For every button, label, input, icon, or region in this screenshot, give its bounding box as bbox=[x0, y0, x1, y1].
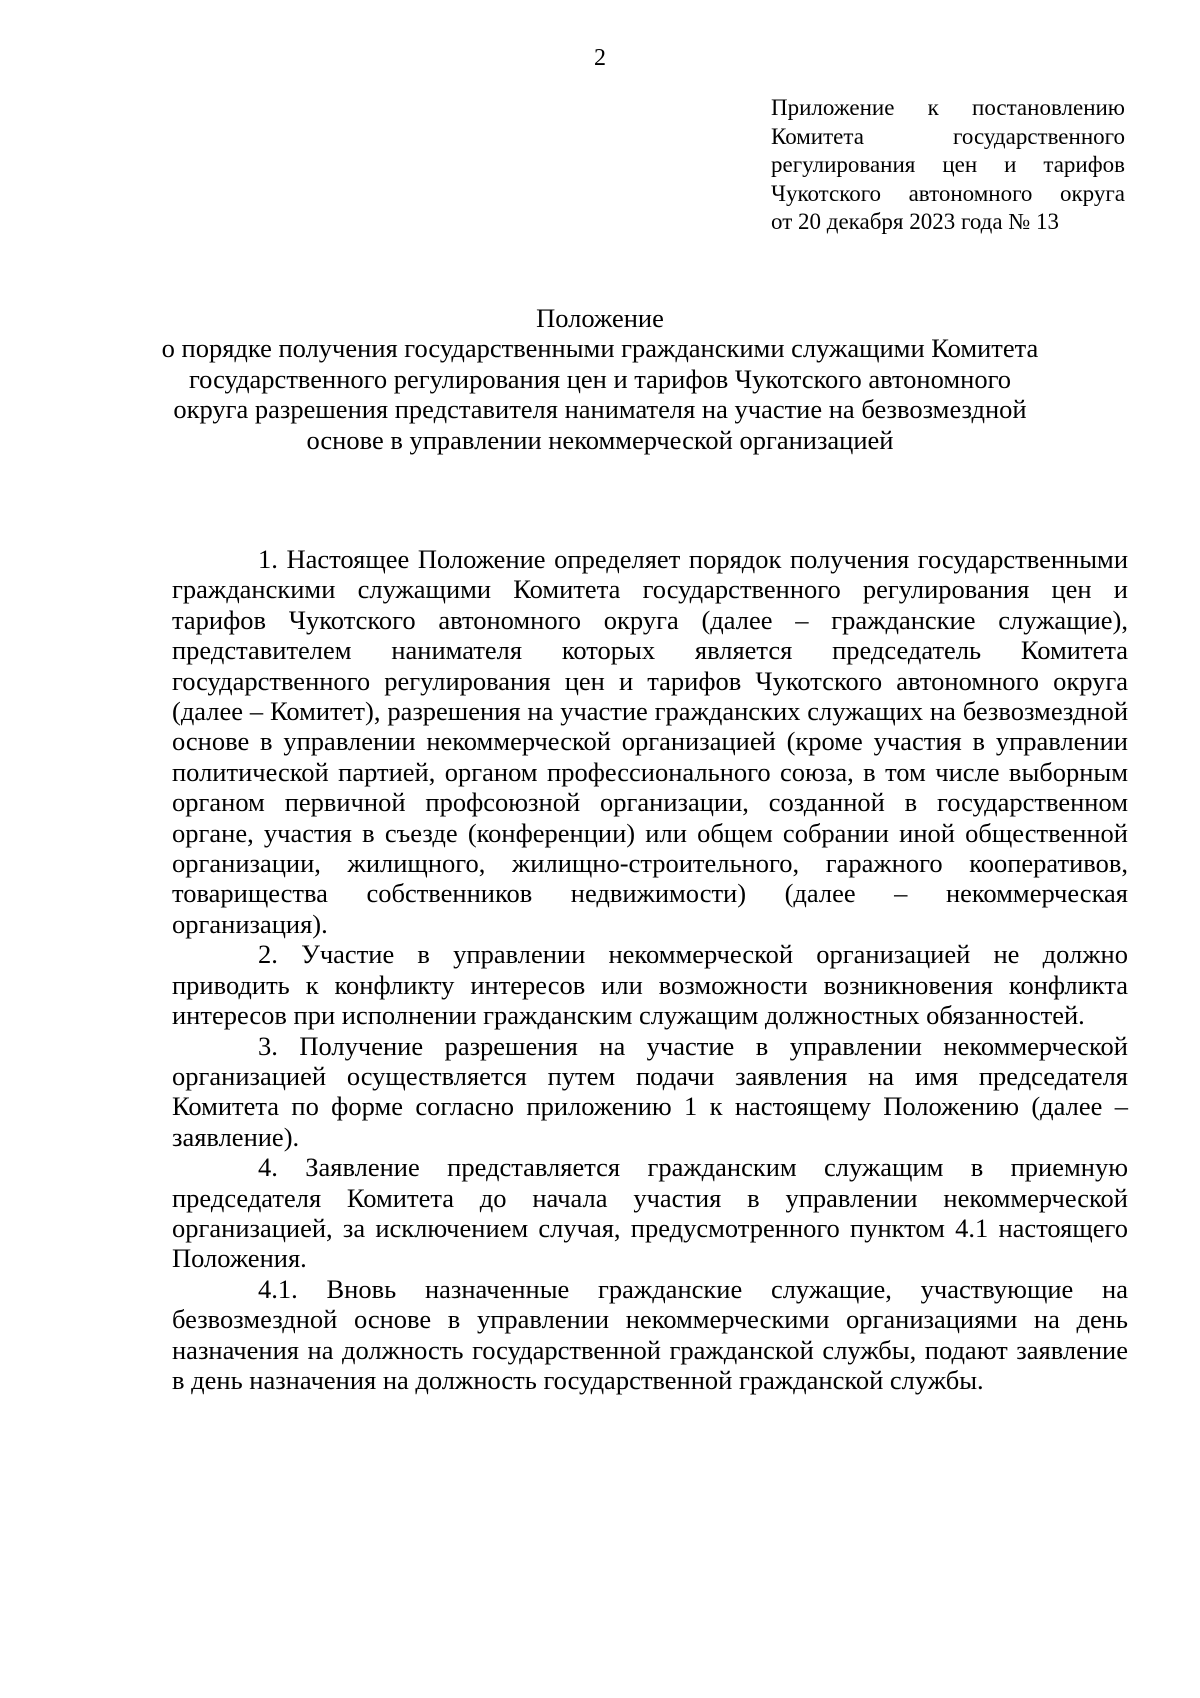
paragraph-1: 1. Настоящее Положение определяет порядок получения государственными гражданскими служащими Комитета государственного регулирования цен и тарифов Чукотского автономного округа (далее – гражданские служащие), представителем нанимателя которых является председатель Комитета государственного регулирования цен и тарифов Чукотского автономного округа (далее – Комитет), разрешения на участие гражданских служащих на безвозмездной основе в управлении некоммерческой организацией (кроме участия в управлении политической партией, органом профессионального союза, в том числе выборным органом первичной профсоюзной организации, созданной в государственном органе, участия в съезде (конференции) или общем собрании иной общественной организации, жилищного, жилищно-строительного, гаражного кооперативов, товарищества собственников недвижимости) (далее – некоммерческая организация). bbox=[172, 544, 1128, 939]
paragraph-4: 4. Заявление представляется гражданским служащим в приемную председателя Комитета до начала участия в управлении некоммерческой организацией, за исключением случая, предусмотренного пунктом 4.1 настоящего Положения. bbox=[172, 1152, 1128, 1274]
document-subtitle-line: основе в управлении некоммерческой организацией bbox=[306, 424, 894, 455]
appendix-note-line: Комитета государственного bbox=[771, 123, 1125, 149]
paragraph-3: 3. Получение разрешения на участие в управлении некоммерческой организацией осуществляется путем подачи заявления на имя председателя Комитета по форме согласно приложению 1 к настоящему Положению (далее – заявление). bbox=[172, 1030, 1128, 1152]
document-body bbox=[172, 544, 1128, 1395]
document-title: Положение bbox=[536, 303, 664, 333]
paragraph-4-1: 4.1. Вновь назначенные гражданские служащие, участвующие на безвозмездной основе в управлении некоммерческими организациями на день назначения на должность государственной гражданской службы, подают заявление в день назначения на должность государственной гражданской службы. bbox=[172, 1273, 1128, 1395]
appendix-note-line: от 20 декабря 2023 года № 13 bbox=[771, 209, 1060, 234]
document-subtitle-line: о порядке получения государственными гражданскими служащими Комитета bbox=[161, 333, 1039, 364]
appendix-note-line: регулирования цен и тарифов bbox=[771, 152, 1125, 177]
appendix-note-line: Чукотского автономного округа bbox=[771, 180, 1125, 206]
appendix-note-line: Приложение к постановлению bbox=[771, 95, 1125, 120]
page-number: 2 bbox=[594, 45, 606, 71]
appendix-note bbox=[771, 94, 1125, 237]
document-subtitle-line: округа разрешения представителя нанимателя на участие на безвозмездной bbox=[173, 394, 1027, 425]
paragraph-2: 2. Участие в управлении некоммерческой организацией не должно приводить к конфликту интересов или возможности возникновения конфликта интересов при исполнении гражданским служащим должностных обязанностей. bbox=[172, 939, 1128, 1031]
document-subtitle-line: государственного регулирования цен и тарифов Чукотского автономного bbox=[188, 363, 1012, 394]
document-title-block bbox=[100, 303, 1100, 455]
